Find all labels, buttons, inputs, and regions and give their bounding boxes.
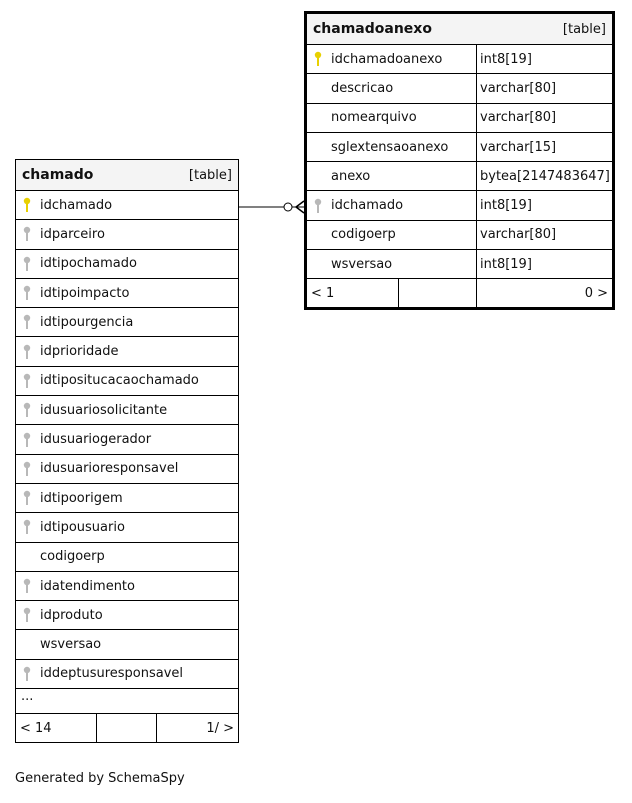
column-name: codigoerp xyxy=(331,227,396,243)
column-row[interactable] xyxy=(16,191,238,220)
column-name: idchamado xyxy=(40,197,113,213)
column-name: descricao xyxy=(331,80,394,96)
foreign-key-icon xyxy=(16,666,38,682)
foreign-key-icon xyxy=(16,490,38,506)
foreign-key-icon xyxy=(16,519,38,535)
column-name-cell xyxy=(16,660,238,688)
column-name: idtipositucacaochamado xyxy=(40,373,199,389)
foreign-key-icon xyxy=(16,373,38,389)
table-footer xyxy=(307,279,612,307)
parents-count[interactable]: < 1 xyxy=(307,279,399,307)
column-name-cell xyxy=(16,630,238,658)
column-name-cell xyxy=(16,337,238,365)
column-row[interactable] xyxy=(307,250,612,279)
foreign-key-icon xyxy=(307,198,329,214)
column-row[interactable] xyxy=(16,220,238,249)
column-list xyxy=(16,191,238,689)
column-name-cell xyxy=(16,250,238,278)
column-name-cell xyxy=(16,543,238,571)
column-name: idtipoorigem xyxy=(40,490,123,506)
column-type: varchar[80] xyxy=(480,227,557,243)
column-name-cell xyxy=(307,45,477,73)
column-name: wsversao xyxy=(40,637,102,653)
table-kind: [table] xyxy=(562,21,606,37)
column-row[interactable] xyxy=(16,660,238,689)
column-row[interactable] xyxy=(16,337,238,366)
column-name: idtipoimpacto xyxy=(40,285,130,301)
column-name-cell xyxy=(16,191,238,219)
column-row[interactable] xyxy=(16,543,238,572)
column-row[interactable] xyxy=(16,308,238,337)
table-header xyxy=(16,160,238,191)
primary-key-icon xyxy=(16,197,38,213)
column-type: int8[19] xyxy=(480,256,532,272)
column-type: varchar[80] xyxy=(480,110,557,126)
table-title[interactable]: chamado xyxy=(22,167,94,183)
column-row[interactable] xyxy=(16,425,238,454)
column-name: idprioridade xyxy=(40,344,119,360)
foreign-key-icon xyxy=(16,402,38,418)
foreign-key-icon xyxy=(16,578,38,594)
column-row[interactable] xyxy=(16,455,238,484)
column-row[interactable] xyxy=(16,572,238,601)
foreign-key-icon xyxy=(16,432,38,448)
children-count[interactable]: 1/ > xyxy=(206,720,234,736)
column-name: codigoerp xyxy=(40,549,105,565)
table-chamado[interactable] xyxy=(15,159,239,743)
column-name-cell xyxy=(16,396,238,424)
children-count[interactable]: 0 > xyxy=(584,285,608,301)
column-row[interactable] xyxy=(16,367,238,396)
rows-count xyxy=(399,279,477,307)
column-name-cell xyxy=(307,250,477,278)
column-name-cell xyxy=(307,74,477,102)
column-type: int8[19] xyxy=(480,51,532,67)
column-name: nomearquivo xyxy=(331,110,417,126)
column-name-cell xyxy=(16,367,238,395)
column-name: idtipochamado xyxy=(40,256,137,272)
column-name-cell xyxy=(16,220,238,248)
column-name: idusuariogerador xyxy=(40,432,152,448)
column-name: wsversao xyxy=(331,256,393,272)
rows-count xyxy=(97,714,157,742)
column-name-cell xyxy=(307,191,477,219)
foreign-key-icon xyxy=(16,314,38,330)
column-name: idchamadoanexo xyxy=(331,51,443,67)
table-chamadoanexo[interactable] xyxy=(304,11,615,310)
column-name-cell xyxy=(16,513,238,541)
column-name-cell xyxy=(307,133,477,161)
column-name: idtipousuario xyxy=(40,519,125,535)
foreign-key-icon xyxy=(16,607,38,623)
column-row[interactable] xyxy=(307,45,612,74)
column-name: idtipourgencia xyxy=(40,314,134,330)
column-row[interactable] xyxy=(307,191,612,220)
column-name: idusuarioresponsavel xyxy=(40,461,179,477)
column-row[interactable] xyxy=(307,162,612,191)
column-name: idparceiro xyxy=(40,226,105,242)
column-row[interactable] xyxy=(16,396,238,425)
optional-marker xyxy=(284,203,292,211)
foreign-key-icon xyxy=(16,344,38,360)
column-type: bytea[2147483647] xyxy=(480,168,610,184)
column-row[interactable] xyxy=(16,484,238,513)
table-header xyxy=(307,14,612,45)
foreign-key-icon xyxy=(16,285,38,301)
column-name: sglextensaoanexo xyxy=(331,139,449,155)
column-row[interactable] xyxy=(16,279,238,308)
column-name-cell xyxy=(16,308,238,336)
primary-key-icon xyxy=(307,51,329,67)
column-type: int8[19] xyxy=(480,198,532,214)
parents-count[interactable]: < 14 xyxy=(16,714,97,742)
column-row[interactable] xyxy=(307,104,612,133)
column-row[interactable] xyxy=(307,133,612,162)
table-title[interactable]: chamadoanexo xyxy=(313,21,432,37)
column-row[interactable] xyxy=(16,250,238,279)
column-name-cell xyxy=(307,162,477,190)
column-type: varchar[15] xyxy=(480,139,557,155)
column-name-cell xyxy=(307,104,477,132)
column-list xyxy=(307,45,612,279)
generated-by-text: Generated by SchemaSpy xyxy=(15,771,185,786)
column-row[interactable] xyxy=(16,601,238,630)
column-name: idusuariosolicitante xyxy=(40,402,168,418)
column-name: idchamado xyxy=(331,198,404,214)
column-name-cell xyxy=(16,601,238,629)
table-footer xyxy=(16,714,238,742)
column-name-cell xyxy=(16,455,238,483)
more-columns-ellipsis: ... xyxy=(16,689,238,714)
column-type: varchar[80] xyxy=(480,80,557,96)
column-name-cell xyxy=(16,572,238,600)
column-row[interactable] xyxy=(307,74,612,103)
column-row[interactable] xyxy=(16,513,238,542)
column-row[interactable] xyxy=(307,221,612,250)
column-name: idproduto xyxy=(40,607,103,623)
table-kind: [table] xyxy=(188,167,232,183)
column-name-cell xyxy=(16,484,238,512)
column-name: anexo xyxy=(331,168,371,184)
column-name-cell xyxy=(16,279,238,307)
foreign-key-icon xyxy=(16,461,38,477)
column-row[interactable] xyxy=(16,630,238,659)
column-name: iddeptusuresponsavel xyxy=(40,666,184,682)
column-name: idatendimento xyxy=(40,578,135,594)
column-name-cell xyxy=(307,221,477,249)
column-name-cell xyxy=(16,425,238,453)
foreign-key-icon xyxy=(16,256,38,272)
foreign-key-icon xyxy=(16,226,38,242)
